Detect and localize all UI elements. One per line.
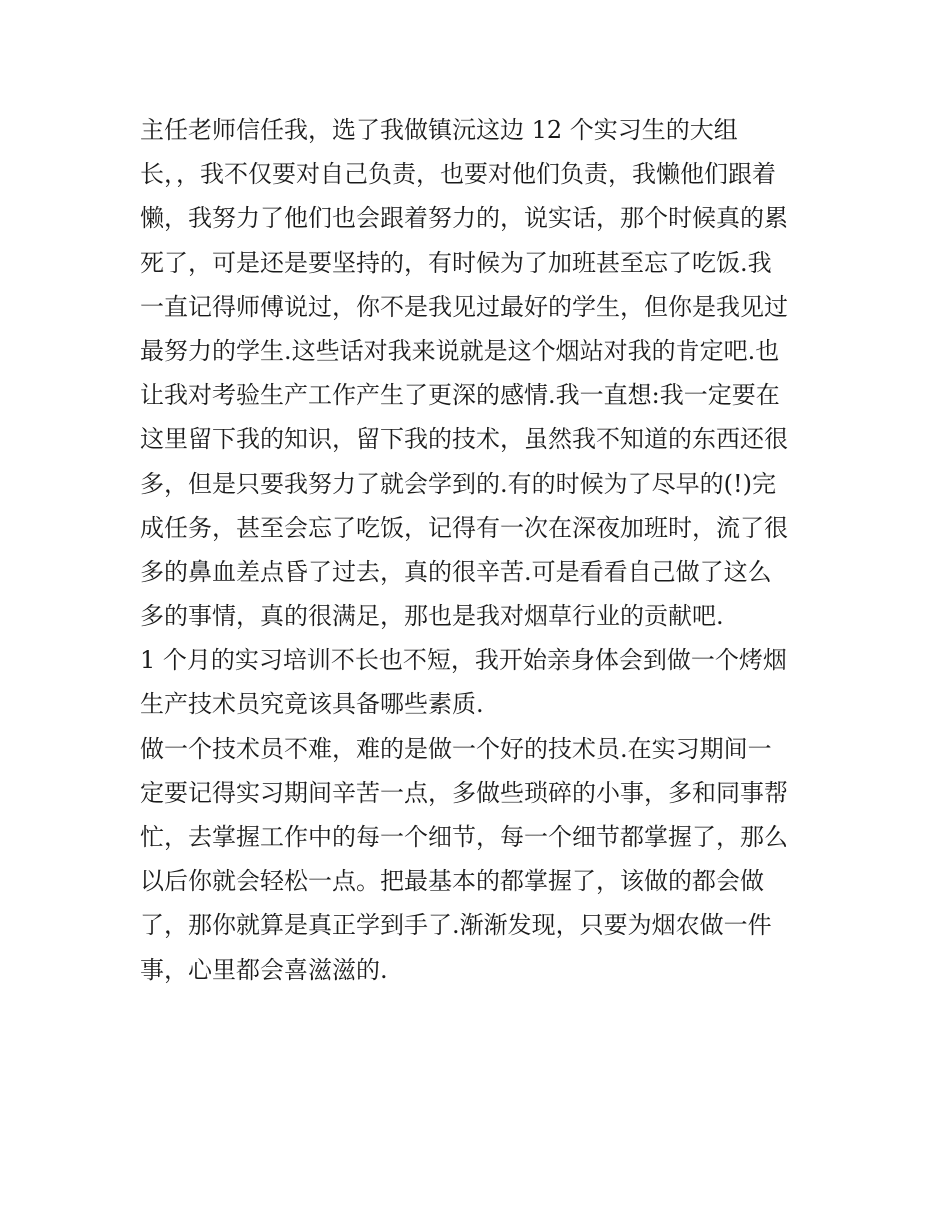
text-line: 死了，可是还是要坚持的，有时候为了加班甚至忘了吃饭.我 — [140, 248, 772, 277]
text-line: 一直记得师傅说过，你不是我见过最好的学生，但你是我见过 — [140, 292, 788, 321]
text-line: 事，心里都会喜滋滋的. — [140, 955, 388, 984]
body-text — [140, 108, 820, 992]
text-line: 主任老师信任我，选了我做镇沅这边 12 个实习生的大组 — [140, 116, 738, 144]
text-line: 长，，我不仅要对自己负责，也要对他们负责，我懒他们跟着 — [140, 160, 776, 189]
text-line: 以后你就会轻松一点。把最基本的都掌握了，该做的都会做 — [140, 867, 764, 896]
text-line: 做一个技术员不难，难的是做一个好的技术员.在实习期间一 — [140, 734, 772, 763]
text-line: 忙，去掌握工作中的每一个细节，每一个细节都掌握了，那么 — [140, 823, 788, 851]
text-line: 生产技术员究竟该具备哪些素质. — [140, 690, 484, 719]
text-line: 定要记得实习期间辛苦一点，多做些琐碎的小事，多和同事帮 — [140, 778, 788, 807]
text-line: 多，但是只要我努力了就会学到的.有的时候为了尽早的(!)完 — [140, 469, 776, 498]
text-line: 多的事情，真的很满足，那也是我对烟草行业的贡献吧. — [140, 602, 724, 631]
text-line: 这里留下我的知识，留下我的技术，虽然我不知道的东西还很 — [140, 425, 788, 454]
text-line: 让我对考验生产工作产生了更深的感情.我一直想:我一定要在 — [140, 381, 780, 410]
text-line: 多的鼻血差点昏了过去，真的很辛苦.可是看看自己做了这么 — [140, 557, 772, 586]
text-line: 成任务，甚至会忘了吃饭，记得有一次在深夜加班时，流了很 — [140, 513, 788, 542]
text-line: 1 个月的实习培训不长也不短，我开始亲身体会到做一个烤烟 — [140, 646, 787, 675]
text-line: 了，那你就算是真正学到手了.渐渐发现，只要为烟农做一件 — [140, 911, 772, 940]
text-line: 最努力的学生.这些话对我来说就是这个烟站对我的肯定吧.也 — [140, 336, 780, 365]
text-line: 懒，我努力了他们也会跟着努力的，说实话，那个时候真的累 — [140, 204, 788, 233]
